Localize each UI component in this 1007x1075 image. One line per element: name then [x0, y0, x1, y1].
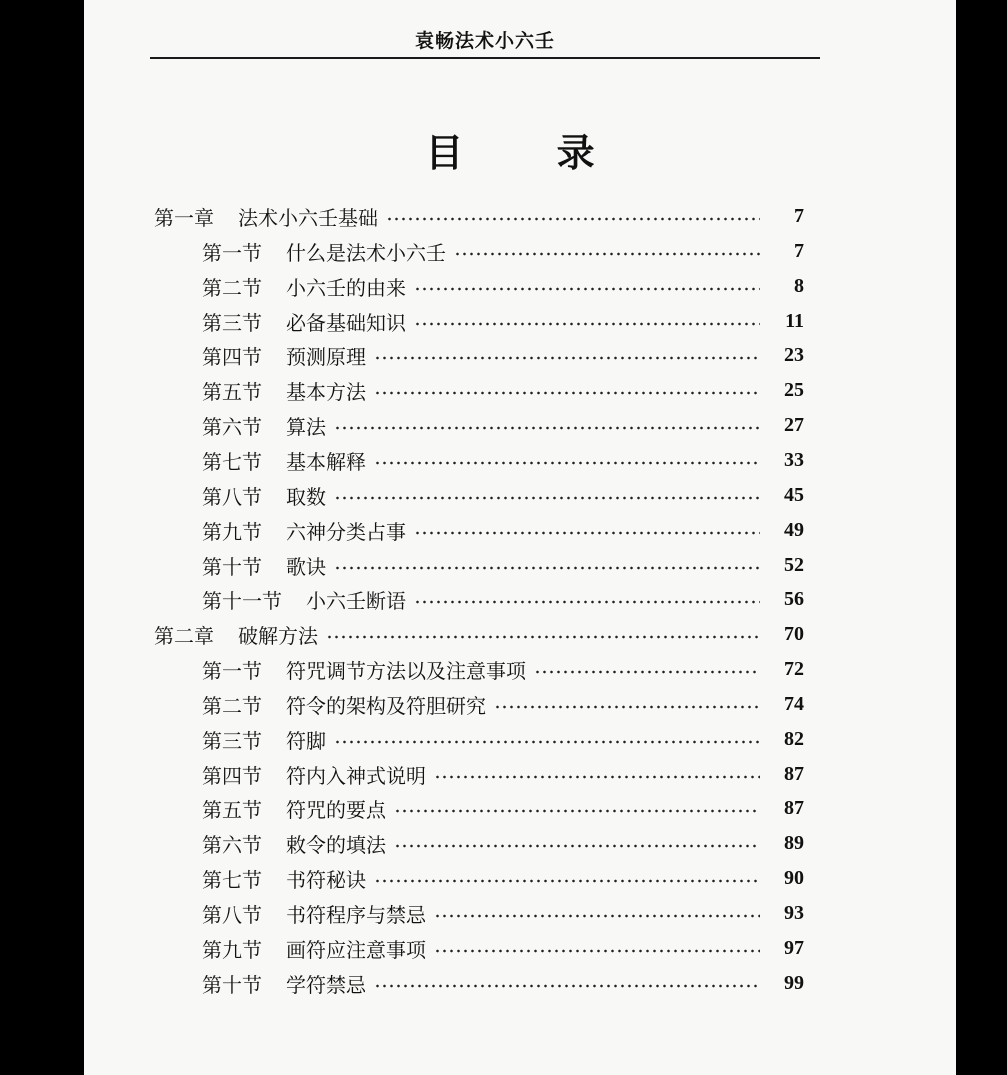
dot-leader	[414, 287, 760, 291]
toc-entry-page: 87	[784, 796, 804, 819]
toc-entry-title: 符内入神式说明	[286, 763, 426, 788]
toc-entry-title: 画符应注意事项	[286, 937, 426, 962]
toc-section-entry	[202, 410, 804, 440]
toc-entry-title: 符脚	[286, 728, 326, 753]
toc-entry-number: 第十一节	[202, 588, 282, 613]
toc-section-entry	[202, 968, 804, 998]
toc-entry-number: 第一节	[202, 658, 262, 683]
dot-leader	[374, 984, 760, 988]
toc-entry-number: 第六节	[202, 832, 262, 857]
toc-entry-page: 93	[784, 901, 804, 924]
toc-entry-page: 7	[794, 239, 804, 262]
toc-entry-number: 第八节	[202, 902, 262, 927]
toc-entry-number: 第十节	[202, 972, 262, 997]
dot-leader	[414, 600, 760, 604]
dot-leader	[326, 635, 760, 639]
toc-entry-number: 第五节	[202, 379, 262, 404]
toc-section-entry	[202, 445, 804, 475]
dot-leader	[334, 496, 760, 500]
header-rule	[150, 57, 820, 59]
toc-entry-number: 第八节	[202, 484, 262, 509]
toc-section-entry	[202, 480, 804, 510]
toc-entry-number: 第五节	[202, 797, 262, 822]
toc-section-entry	[202, 828, 804, 858]
toc-entry-page: 82	[784, 727, 804, 750]
dot-leader	[434, 949, 760, 953]
toc-entry-page: 27	[784, 413, 804, 436]
toc-section-entry	[202, 759, 804, 789]
toc-entry-title: 小六壬断语	[306, 588, 406, 613]
toc-entry-number: 第七节	[202, 449, 262, 474]
toc-entry-page: 7	[794, 204, 804, 227]
dot-leader	[374, 391, 760, 395]
toc-section-entry	[202, 863, 804, 893]
toc-entry-number: 第七节	[202, 867, 262, 892]
toc-section-entry	[202, 793, 804, 823]
toc-chapter-entry	[154, 619, 804, 649]
dot-leader	[334, 740, 760, 744]
toc-section-entry	[202, 236, 804, 266]
toc-entry-number: 第一章	[154, 205, 214, 230]
toc-entry-title: 什么是法术小六壬	[286, 240, 446, 265]
toc-section-entry	[202, 724, 804, 754]
toc-entry-number: 第三节	[202, 728, 262, 753]
toc-entry-page: 33	[784, 448, 804, 471]
toc-entry-page: 87	[784, 762, 804, 785]
toc-entry-number: 第二章	[154, 623, 214, 648]
page-title: 目 录	[425, 131, 635, 175]
toc-entry-title: 小六壬的由来	[286, 275, 406, 300]
toc-section-entry	[202, 898, 804, 928]
toc-section-entry	[202, 584, 804, 614]
toc-entry-title: 六神分类占事	[286, 519, 406, 544]
toc-entry-title: 预测原理	[286, 344, 366, 369]
toc-entry-number: 第四节	[202, 344, 262, 369]
toc-entry-number: 第三节	[202, 310, 262, 335]
toc-entry-number: 第一节	[202, 240, 262, 265]
dot-leader	[434, 914, 760, 918]
toc-entry-title: 基本解释	[286, 449, 366, 474]
toc-entry-number: 第二节	[202, 693, 262, 718]
toc-entry-page: 97	[784, 936, 804, 959]
toc-entry-title: 必备基础知识	[286, 310, 406, 335]
dot-leader	[374, 461, 760, 465]
toc-entry-page: 8	[794, 274, 804, 297]
book-page	[84, 0, 956, 1075]
toc-entry-page: 25	[784, 378, 804, 401]
dot-leader	[534, 670, 760, 674]
toc-entry-page: 74	[784, 692, 804, 715]
toc-entry-title: 破解方法	[238, 623, 318, 648]
toc-entry-page: 45	[784, 483, 804, 506]
dot-leader	[374, 356, 760, 360]
toc-section-entry	[202, 306, 804, 336]
toc-section-entry	[202, 550, 804, 580]
dot-leader	[386, 217, 760, 221]
toc-entry-page: 11	[785, 309, 804, 332]
running-header: 袁畅法术小六壬	[414, 30, 555, 52]
toc-entry-page: 90	[784, 866, 804, 889]
toc-section-entry	[202, 933, 804, 963]
toc-entry-page: 49	[784, 518, 804, 541]
dot-leader	[414, 322, 760, 326]
toc-section-entry	[202, 654, 804, 684]
toc-entry-number: 第九节	[202, 937, 262, 962]
toc-entry-number: 第十节	[202, 554, 262, 579]
toc-section-entry	[202, 515, 804, 545]
toc-section-entry	[202, 375, 804, 405]
dot-leader	[334, 566, 760, 570]
toc-entry-number: 第四节	[202, 763, 262, 788]
toc-entry-page: 99	[784, 971, 804, 994]
dot-leader	[394, 844, 760, 848]
toc-entry-page: 56	[784, 587, 804, 610]
dot-leader	[394, 809, 760, 813]
dot-leader	[494, 705, 760, 709]
toc-entry-title: 算法	[286, 414, 326, 439]
toc-section-entry	[202, 689, 804, 719]
toc-entry-number: 第六节	[202, 414, 262, 439]
toc-entry-page: 72	[784, 657, 804, 680]
toc-entry-page: 23	[784, 343, 804, 366]
toc-entry-page: 70	[784, 622, 804, 645]
toc-entry-title: 基本方法	[286, 379, 366, 404]
toc-section-entry	[202, 271, 804, 301]
toc-entry-title: 敕令的填法	[286, 832, 386, 857]
toc-entry-title: 法术小六壬基础	[238, 205, 378, 230]
toc-entry-title: 书符秘诀	[286, 867, 366, 892]
toc-entry-title: 学符禁忌	[286, 972, 366, 997]
toc-entry-title: 取数	[286, 484, 326, 509]
toc-entry-title: 符咒调节方法以及注意事项	[286, 658, 526, 683]
toc-chapter-entry	[154, 201, 804, 231]
dot-leader	[434, 775, 760, 779]
toc-entry-title: 符咒的要点	[286, 797, 386, 822]
toc-entry-title: 歌诀	[286, 554, 326, 579]
dot-leader	[414, 531, 760, 535]
toc-entry-page: 89	[784, 831, 804, 854]
toc-entry-number: 第二节	[202, 275, 262, 300]
dot-leader	[454, 252, 760, 256]
toc-entry-number: 第九节	[202, 519, 262, 544]
dot-leader	[334, 426, 760, 430]
toc-entry-title: 书符程序与禁忌	[286, 902, 426, 927]
dot-leader	[374, 879, 760, 883]
toc-entry-title: 符令的架构及符胆研究	[286, 693, 486, 718]
toc-entry-page: 52	[784, 553, 804, 576]
toc-section-entry	[202, 340, 804, 370]
